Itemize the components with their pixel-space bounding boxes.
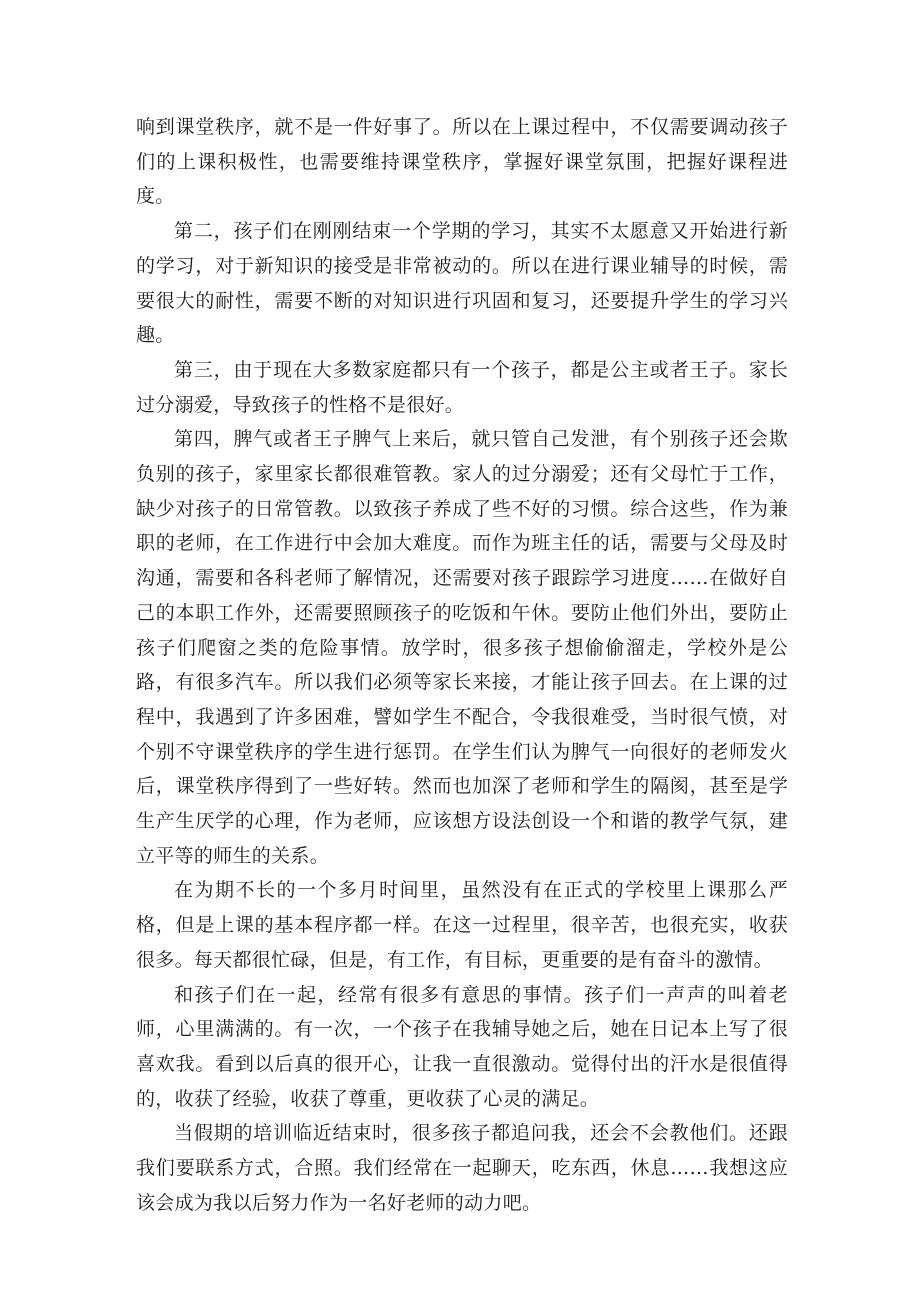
paragraph-with-children: 和孩子们在一起，经常有很多有意思的事情。孩子们一声声的叫着老师，心里满满的。有一次，一个孩子在我辅导她之后，她在日记本上写了很喜欢我。看到以后真的很开心，让我一直很激动。觉得付出的汗水是很值得的，收获了经验，收获了尊重，更收获了心灵的满足。 [136,983,788,1110]
paragraph-period: 在为期不长的一个多月时间里，虽然没有在正式的学校里上课那么严格，但是上课的基本程序都一样。在这一过程里，很辛苦，也很充实，收获很多。每天都很忙碌，但是，有工作，有目标，更重要的是有奋斗的激情。 [136,879,788,971]
paragraph-ending: 当假期的培训临近结束时，很多孩子都追问我，还会不会教他们。还跟我们要联系方式，合照。我们经常在一起聊天，吃东西，休息……我想这应该会成为我以后努力作为一名好老师的动力吧。 [136,1122,788,1214]
paragraph-fourth: 第四，脾气或者王子脾气上来后，就只管自己发泄，有个别孩子还会欺负别的孩子，家里家长都很难管教。家人的过分溺爱；还有父母忙于工作，缺少对孩子的日常管教。以致孩子养成了些不好的习惯。综合这些，作为兼职的老师，在工作进行中会加大难度。而作为班主任的话，需要与父母及时沟通，需要和各科老师了解情况，还需要对孩子跟踪学习进度……在做好自己的本职工作外，还需要照顾孩子的吃饭和午休。要防止他们外出，要防止孩子们爬窗之类的危险事情。放学时，很多孩子想偷偷溜走，学校外是公路，有很多汽车。所以我们必须等家长来接，才能让孩子回去。在上课的过程中，我遇到了许多困难，譬如学生不配合，令我很难受，当时很气愤，对个别不守课堂秩序的学生进行惩罚。在学生们认为脾气一向很好的老师发火后，课堂秩序得到了一些好转。然而也加深了老师和学生的隔阂，甚至是学生产生厌学的心理，作为老师，应该想方设法创设一个和谐的教学气氛，建立平等的师生的关系。 [136,428,788,867]
paragraph-continuation: 响到课堂秩序，就不是一件好事了。所以在上课过程中，不仅需要调动孩子们的上课积极性，也需要维持课堂秩序，掌握好课堂氛围，把握好课程进度。 [136,116,788,208]
paragraph-third: 第三，由于现在大多数家庭都只有一个孩子，都是公主或者王子。家长过分溺爱，导致孩子的性格不是很好。 [136,358,788,416]
paragraph-second: 第二，孩子们在刚刚结束一个学期的学习，其实不太愿意又开始进行新的学习，对于新知识的接受是非常被动的。所以在进行课业辅导的时候，需要很大的耐性，需要不断的对知识进行巩固和复习，还要提升学生的学习兴趣。 [136,220,788,347]
document-body [136,110,788,1221]
